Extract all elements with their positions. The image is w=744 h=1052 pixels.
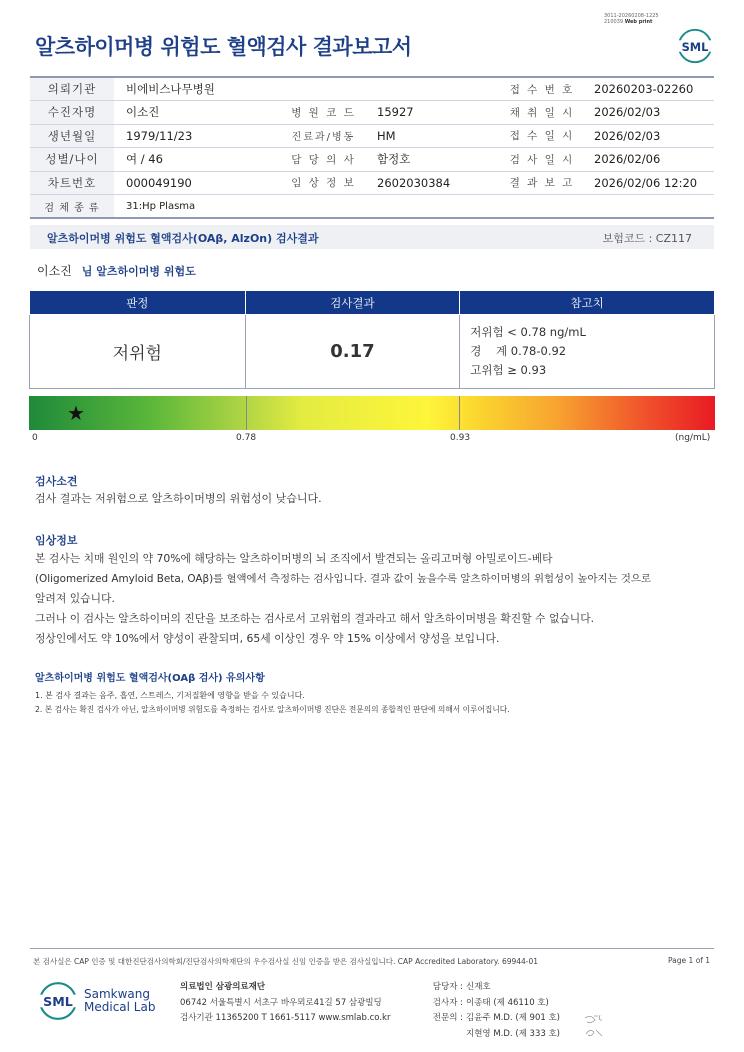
value-chart-no: 000049190	[114, 171, 282, 195]
clinical-text	[35, 549, 715, 649]
result-value: 0.17	[245, 315, 460, 389]
scale-tick-093: 0.93	[450, 433, 471, 443]
ref-high: 고위험 ≥ 0.93	[470, 363, 547, 377]
value-report-date: 2026/02/06 12:20	[582, 171, 714, 195]
signature-icon	[582, 1012, 608, 1040]
svg-text:SML: SML	[43, 994, 73, 1010]
ref-low: 저위험 < 0.78 ng/mL	[470, 325, 586, 339]
page-number: Page 1 of 1	[668, 956, 711, 965]
label-accession-no: 접 수 번 호	[502, 77, 582, 101]
clinical-line: 알려져 있습니다.	[35, 592, 115, 605]
clinical-line: 그러나 이 검사는 알츠하이머의 진단을 보조하는 검사로서 고위험의 결과라고 해서 알츠하이머병을 확진할 수 없습니다.	[35, 612, 595, 625]
label-test-date: 검 사 일 시	[502, 148, 582, 172]
header-judgement: 판정	[30, 291, 246, 315]
print-id: 3011-20260208-1225	[604, 13, 659, 19]
staff-row	[428, 996, 560, 1012]
scale-tick-078: 0.78	[236, 433, 257, 443]
label-received-date: 접 수 일 시	[502, 124, 582, 148]
org-address: 06742 서울특별시 서초구 바우뫼로41길 57 삼광빌딩	[180, 997, 382, 1008]
result-marker-star-icon: ★	[67, 401, 85, 425]
info-row	[30, 195, 714, 219]
staff-role: 담당자 :	[432, 982, 463, 992]
report-title: 알츠하이머병 위험도 혈액검사 결과보고서	[35, 35, 412, 59]
staff-row	[428, 1011, 560, 1027]
value-accession-no: 20260203-02260	[582, 77, 714, 101]
label-clinical-info: 임 상 정 보	[282, 171, 365, 195]
value-hospital-code: 15927	[365, 101, 502, 125]
staff-name: 신재호	[466, 982, 491, 992]
judgement-value: 저위험	[30, 315, 246, 389]
risk-gradient-bar	[29, 396, 715, 430]
label-report-date: 결 과 보 고	[502, 171, 582, 195]
info-row	[30, 148, 714, 172]
value-patient-name: 이소진	[114, 101, 282, 125]
value-doctor: 함정호	[365, 148, 502, 172]
threshold-divider	[459, 396, 460, 430]
scale-tick-0: 0	[32, 433, 38, 443]
findings-text: 검사 결과는 저위험으로 알츠하이머병의 위험성이 낮습니다.	[35, 492, 322, 505]
brand-line-1: Samkwang	[84, 987, 150, 1001]
value-requester: 비에비스나무병원	[114, 77, 502, 101]
staff-role	[428, 1027, 466, 1043]
label-specimen: 검 체 종 류	[30, 195, 114, 219]
staff-name: 지현영 M.D. (제 333 호)	[466, 1028, 561, 1039]
label-patient-name: 수진자명	[30, 101, 114, 125]
label-hospital-code: 병 원 코 드	[282, 101, 365, 125]
value-clinical-info: 2602030384	[365, 171, 502, 195]
cautions-heading: 알츠하이머병 위험도 혈액검사(OAβ 검사) 유의사항	[35, 673, 265, 684]
header-reference: 참고치	[460, 291, 715, 315]
threshold-divider	[246, 396, 247, 430]
result-section-header	[30, 225, 714, 249]
label-department: 진료과/병동	[282, 124, 365, 148]
value-collection-date: 2026/02/03	[582, 101, 714, 125]
header-result: 검사결과	[245, 291, 460, 315]
value-department: HM	[365, 124, 502, 148]
patient-info-table	[30, 76, 714, 219]
label-doctor: 담 당 의 사	[282, 148, 365, 172]
clinical-line: 정상인에서도 약 10%에서 양성이 관찰되며, 65세 이상인 경우 약 15% 이상에서 양성을 보입니다.	[35, 632, 500, 645]
caution-item: 1. 본 검사 결과는 음주, 흡연, 스트레스, 기저질환에 영향을 받을 수 있습니다.	[35, 691, 305, 700]
accreditation-note: 본 검사실은 CAP 인증 및 대한진단검사의학회/진단검사의학재단의 우수검사실 신임 인증을 받은 검사실입니다. CAP Accredited Laboratory. 69944-01	[33, 957, 539, 966]
info-row	[30, 171, 714, 195]
label-birthdate: 생년월일	[30, 124, 114, 148]
sml-logo-icon	[676, 27, 714, 65]
organization-info	[180, 980, 390, 1027]
patient-name: 이소진	[37, 264, 72, 278]
value-birthdate: 1979/11/23	[114, 124, 282, 148]
patient-risk-heading	[37, 262, 196, 279]
value-received-date: 2026/02/03	[582, 124, 714, 148]
info-row	[30, 101, 714, 125]
cautions-list	[35, 689, 715, 717]
svg-text:SML: SML	[681, 39, 709, 54]
footer-divider	[30, 948, 714, 949]
value-specimen: 31:Hp Plasma	[114, 195, 714, 219]
scale-unit: (ng/mL)	[675, 433, 711, 443]
clinical-line: (Oligomerized Amyloid Beta, OAβ)를 혈액에서 측정하는 검사입니다. 결과 값이 높을수록 알츠하이머병의 위험성이 높아지는 것으로	[35, 573, 651, 585]
brand-line-2: Medical Lab	[84, 1000, 156, 1014]
clinical-line: 본 검사는 치매 원인의 약 70%에 해당하는 알츠하이머병의 뇌 조직에서 발견되는 올리고머형 아밀로이드-베타	[35, 552, 553, 565]
findings-heading: 검사소견	[35, 475, 78, 488]
patient-risk-suffix: 님 알츠하이머병 위험도	[81, 265, 196, 278]
label-chart-no: 차트번호	[30, 171, 114, 195]
org-name: 의료법인 삼광의료재단	[180, 982, 266, 992]
insurance-code: 보험코드 : CZ117	[602, 232, 692, 245]
print-seq: 210039	[604, 19, 624, 25]
section-title: 알츠하이머병 위험도 혈액검사(OAβ, AlzOn) 검사결과	[47, 232, 319, 245]
brand-name	[84, 988, 155, 1014]
clinical-heading: 임상정보	[35, 534, 78, 547]
web-print-label: Web print	[624, 19, 653, 25]
ref-mid: 경 계 0.78-0.92	[470, 344, 567, 358]
staff-role: 전문의 :	[432, 1013, 463, 1023]
info-row	[30, 124, 714, 148]
staff-row	[428, 1027, 560, 1043]
staff-role: 검사자 :	[432, 997, 463, 1008]
result-table	[29, 290, 715, 389]
label-collection-date: 채 취 일 시	[502, 101, 582, 125]
label-requester: 의뢰기관	[30, 77, 114, 101]
caution-item: 2. 본 검사는 확진 검사가 아닌, 알츠하이머병 위험도를 측정하는 검사로 알츠하이머병 진단은 전문의의 종합적인 판단에 의해서 이루어집니다.	[35, 705, 510, 714]
staff-name: 김윤주 M.D. (제 901 호)	[466, 1013, 561, 1023]
samkwang-logo-icon	[37, 980, 79, 1022]
info-row	[30, 77, 714, 101]
reference-range	[460, 315, 715, 389]
org-contact: 검사기관 11365200 T 1661-5117 www.smlab.co.kr	[180, 1013, 391, 1023]
value-sex-age: 여 / 46	[114, 148, 282, 172]
print-meta	[604, 13, 659, 25]
label-sex-age: 성별/나이	[30, 148, 114, 172]
staff-row	[428, 980, 560, 996]
staff-name: 이종태 (제 46110 호)	[466, 997, 549, 1008]
staff-list	[428, 980, 560, 1042]
value-test-date: 2026/02/06	[582, 148, 714, 172]
